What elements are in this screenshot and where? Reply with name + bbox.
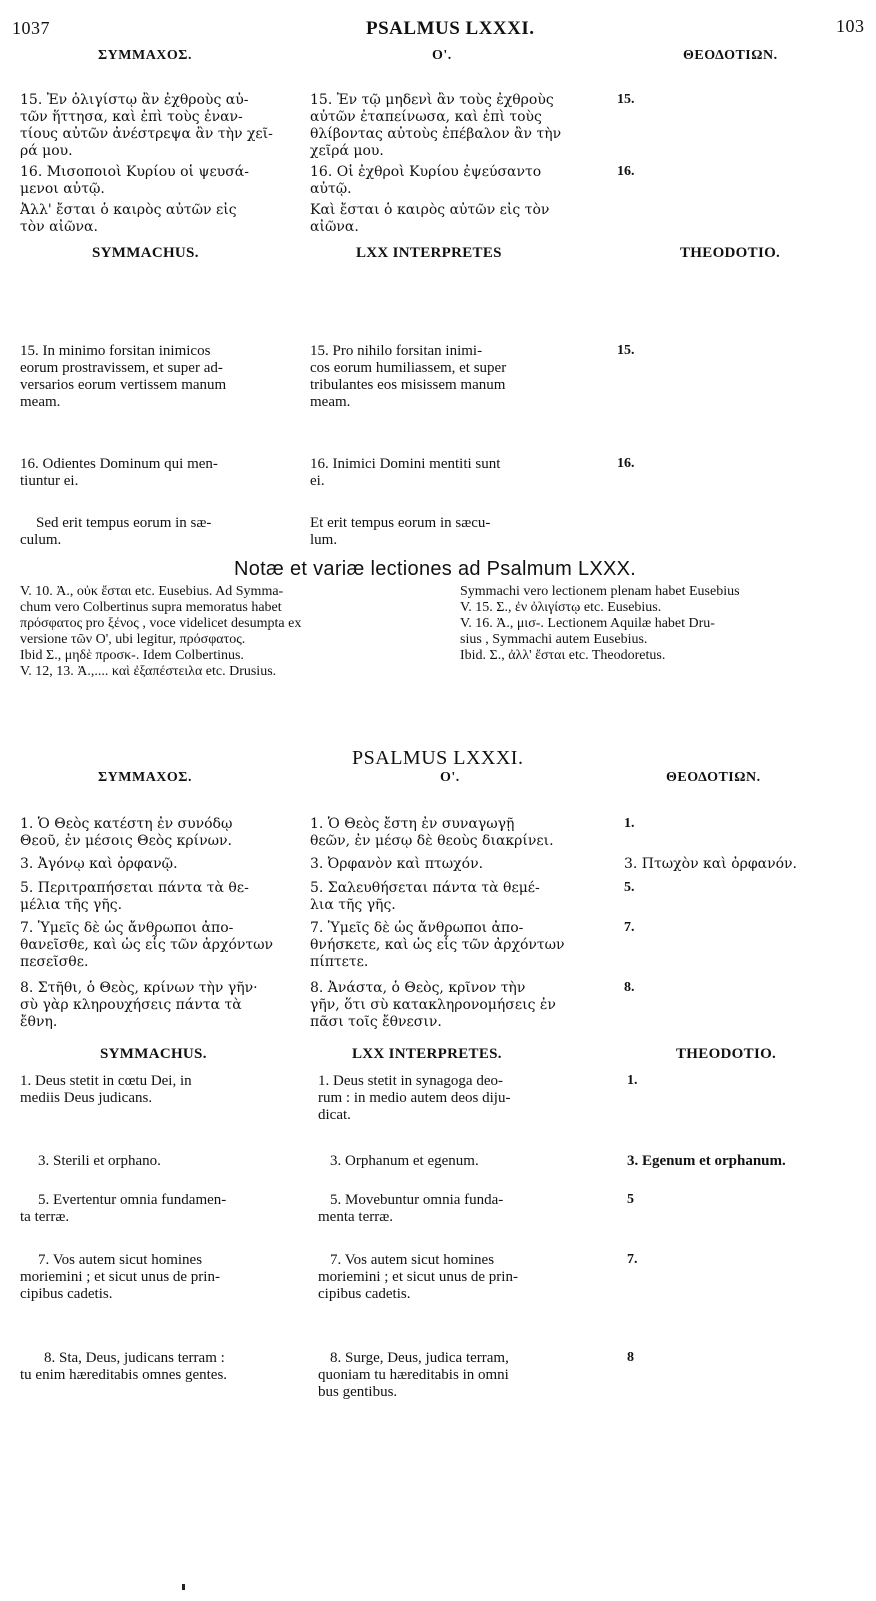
notes-title: Notæ et variæ lectiones ad Psalmum LXXX. (234, 558, 637, 580)
greek-symmachus-v16b: Ἀλλ' ἔσται ὁ καιρὸς αὐτῶν εἰς τὸν αἰῶνα. (20, 202, 237, 235)
greek2-head-lxx: Ο'. (440, 770, 460, 785)
latin2-lxx-v1: 1. Deus stetit in synagoga deo- rum : in medio autem deos diju- dicat. (318, 1073, 511, 1123)
latin2-head-theodotion: THEODOTIO. (676, 1046, 777, 1062)
latin2-theodotion-v8: 8 (627, 1350, 634, 1365)
greek2-theodotion-v7: 7. (624, 920, 635, 935)
greek2-symmachus-v5: 5. Περιτραπήσεται πάντα τὰ θε- μέλια τῆς γῆς. (20, 880, 249, 913)
latin-theodotion-v15: 15. (617, 343, 635, 358)
greek-lxx-v15: 15. Ἐν τῷ μηδενὶ ἂν τοὺς ἐχθροὺς αὐτῶν ἐταπείνωσα, καὶ ἐπὶ τοὺς θλίβοντας αὐτοὺς ἐπέβαλον ἂν τὴν χεῖρά μου. (310, 92, 562, 159)
greek2-head-theodotion: ΘΕΟΔΟΤΙΩΝ. (666, 770, 761, 785)
latin2-theodotion-v3: 3. Egenum et orphanum. (627, 1153, 786, 1169)
latin2-head-lxx: LXX INTERPRETES. (352, 1046, 502, 1062)
latin2-symmachus-v8: 8. Sta, Deus, judicans terram : tu enim hæreditabis omnes gentes. (20, 1350, 228, 1383)
greek2-lxx-v3: 3. Ὀρφανὸν καὶ πτωχόν. (310, 856, 484, 872)
greek2-theodotion-v3: 3. Πτωχὸν καὶ ὀρφανόν. (624, 856, 798, 872)
latin-head-lxx: LXX INTERPRETES (356, 245, 502, 261)
page-title: PSALMUS LXXXI. (366, 18, 535, 39)
psalm-title: PSALMUS LXXXI. (352, 747, 524, 769)
latin-head-symmachus: SYMMACHUS. (92, 245, 199, 261)
latin2-symmachus-v1: 1. Deus stetit in cœtu Dei, in mediis Deus judicans. (20, 1073, 192, 1106)
page-number-right: 103 (836, 16, 865, 36)
greek2-symmachus-v7: 7. Ὑμεῖς δὲ ὡς ἄνθρωποι ἀπο- θανεῖσθε, καὶ ὡς εἷς τῶν ἀρχόντων πεσεῖσθε. (20, 920, 274, 970)
greek-theodotion-v15: 15. (617, 92, 635, 107)
latin-symmachus-v16: 16. Odientes Dominum qui men- tiuntur ei. (20, 456, 218, 489)
latin2-symmachus-v7: 7. Vos autem sicut homines moriemini ; et sicut unus de prin- cipibus cadetis. (20, 1252, 220, 1302)
greek-head-symmachus: ΣΥΜΜΑΧΟΣ. (98, 48, 192, 63)
greek2-lxx-v8: 8. Ἀνάστα, ὁ Θεὸς, κρῖνον τὴν γῆν, ὅτι σὺ κατακληρονομήσεις ἐν πᾶσι τοῖς ἔθνεσιν. (310, 980, 556, 1030)
latin2-lxx-v8: 8. Surge, Deus, judica terram, quoniam tu hæreditabis in omni bus gentibus. (318, 1350, 509, 1400)
greek2-symmachus-v1: 1. Ὁ Θεὸς κατέστη ἐν συνόδῳ Θεοῦ, ἐν μέσοις Θεὸς κρίνων. (20, 816, 233, 849)
latin2-lxx-v7: 7. Vos autem sicut homines moriemini ; et sicut unus de prin- cipibus cadetis. (318, 1252, 518, 1302)
greek-head-theodotion: ΘΕΟΔΟΤΙΩΝ. (683, 48, 778, 63)
latin2-head-symmachus: SYMMACHUS. (100, 1046, 207, 1062)
latin2-symmachus-v3: 3. Sterili et orphano. (38, 1153, 161, 1169)
greek-lxx-v16b: Καὶ ἔσται ὁ καιρὸς αὐτῶν εἰς τὸν αἰῶνα. (310, 202, 550, 235)
latin2-lxx-v5: 5. Movebuntur omnia funda- menta terræ. (318, 1192, 504, 1225)
greek2-head-symmachus: ΣΥΜΜΑΧΟΣ. (98, 770, 192, 785)
greek2-theodotion-v1: 1. (624, 816, 635, 831)
latin2-theodotion-v1: 1. (627, 1073, 638, 1088)
ink-speck (182, 1584, 185, 1590)
latin2-theodotion-v7: 7. (627, 1252, 638, 1267)
greek-head-lxx: Ο'. (432, 48, 452, 63)
notes-right-column: Symmachi vero lectionem plenam habet Eusebius V. 15. Σ., ἐν ὀλιγίστῳ etc. Eusebius. V. 16. Ἀ., μισ-. Lectionem Aquilæ habet Dru- sius , Symmachi autem Eusebius. Ibid. Σ., ἀλλ' ἔσται etc. Theodoretus. (460, 584, 740, 663)
latin-symmachus-v16b: Sed erit tempus eorum in sæ- culum. (20, 515, 212, 548)
greek2-lxx-v7: 7. Ὑμεῖς δὲ ὡς ἄνθρωποι ἀπο- θνήσκετε, καὶ ὡς εἷς τῶν ἀρχόντων πίπτετε. (310, 920, 565, 970)
greek2-symmachus-v3: 3. Ἀγόνῳ καὶ ὀρφανῷ. (20, 856, 178, 872)
latin2-theodotion-v5: 5 (627, 1192, 634, 1207)
greek2-lxx-v1: 1. Ὁ Θεὸς ἔστη ἐν συναγωγῇ θεῶν, ἐν μέσῳ δὲ θεοὺς διακρίνει. (310, 816, 554, 849)
greek2-theodotion-v8: 8. (624, 980, 635, 995)
greek-theodotion-v16: 16. (617, 164, 635, 179)
notes-left-column: V. 10. Ἀ., οὐκ ἔσται etc. Eusebius. Ad Symma- chum vero Colbertinus supra memoratus habet πρόσφατος pro ξένος , voce videlicet desumpta ex versione τῶν Ο', ubi legitur, πρόσφατος. Ibid Σ., μηδὲ προσκ-. Idem Colbertinus. V. 12, 13. Ἀ.,.... καὶ ἐξαπέστειλα etc. Drusius. (20, 584, 302, 679)
greek2-theodotion-v5: 5. (624, 880, 635, 895)
greek2-symmachus-v8: 8. Στῆθι, ὁ Θεὸς, κρίνων τὴν γῆν· σὺ γὰρ κληρουχήσεις πάντα τὰ ἔθνη. (20, 980, 258, 1030)
greek-symmachus-v15: 15. Ἐν ὀλιγίστῳ ἂν ἐχθροὺς αὐ- τῶν ἥττησα, καὶ ἐπὶ τοὺς ἐναν- τίους αὐτῶν ἀνέστρεψα ἂν τὴν χεῖ- ρά μου. (20, 92, 273, 159)
greek-lxx-v16: 16. Οἱ ἐχθροὶ Κυρίου ἐψεύσαντο αὐτῷ. (310, 164, 542, 197)
greek2-lxx-v5: 5. Σαλευθήσεται πάντα τὰ θεμέ- λια τῆς γῆς. (310, 880, 540, 913)
latin2-symmachus-v5: 5. Evertentur omnia fundamen- ta terræ. (20, 1192, 227, 1225)
latin2-lxx-v3: 3. Orphanum et egenum. (330, 1153, 479, 1169)
latin-lxx-v16: 16. Inimici Domini mentiti sunt ei. (310, 456, 501, 489)
latin-symmachus-v15: 15. In minimo forsitan inimicos eorum prostravissem, et super ad- versarios eorum vertissem manum meam. (20, 343, 227, 410)
page-number-left: 1037 (12, 18, 50, 38)
greek-symmachus-v16: 16. Μισοποιοὶ Κυρίου οἱ ψευσά- μενοι αὐτῷ. (20, 164, 249, 197)
latin-head-theodotion: THEODOTIO. (680, 245, 781, 261)
latin-lxx-v15: 15. Pro nihilo forsitan inimi- cos eorum humiliassem, et super tribulantes eos misissem manum meam. (310, 343, 507, 410)
latin-theodotion-v16: 16. (617, 456, 635, 471)
latin-lxx-v16b: Et erit tempus eorum in sæcu- lum. (310, 515, 491, 548)
